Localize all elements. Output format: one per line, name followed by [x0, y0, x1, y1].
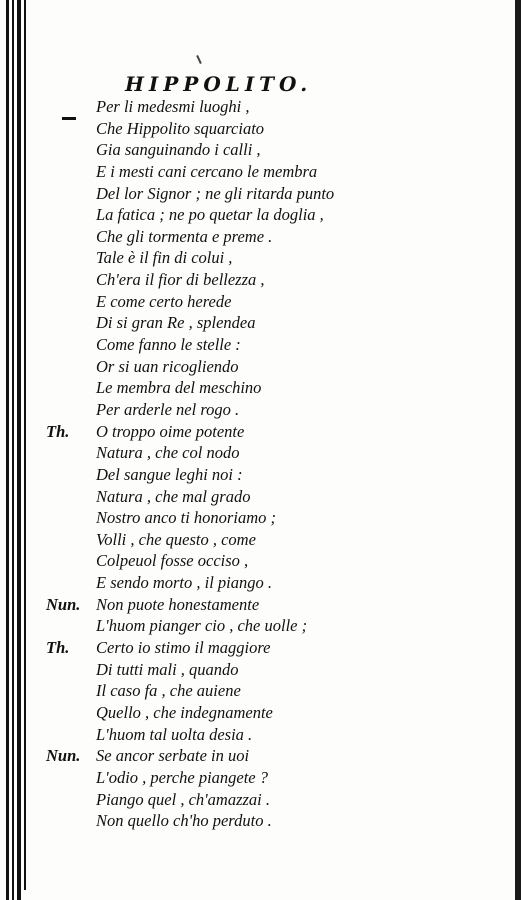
verse-line-text: L'huom pianger cio , che uolle ; — [96, 616, 308, 636]
ink-mark — [196, 55, 202, 64]
verse-line-text: E i mesti cani cercano le membra — [96, 161, 318, 181]
verse-line — [0, 399, 521, 421]
verse-line-text: Tale è il fin di colui , — [96, 248, 233, 268]
verse-line-text: Se ancor serbate in uoi — [96, 746, 250, 766]
verse-line — [0, 789, 521, 811]
verse-line — [0, 680, 521, 702]
verse-line-text: Come fanno le stelle : — [96, 335, 241, 355]
verse-line — [0, 442, 521, 464]
verse-line-text: Non quello ch'ho perduto . — [96, 811, 272, 831]
verse-line-text: Natura , che col nodo — [96, 443, 240, 463]
verse-line-text: Che gli tormenta e preme . — [96, 226, 273, 246]
speaker-label: Nun. — [46, 746, 81, 766]
verse-line — [0, 139, 521, 161]
verse-line-text: Quello , che indegnamente — [96, 702, 273, 722]
verse-line — [0, 226, 521, 248]
verse-line — [0, 745, 521, 767]
verse-line-text: Di tutti mali , quando — [96, 659, 239, 679]
verse-text — [0, 96, 521, 832]
verse-line — [0, 247, 521, 269]
speaker-label: Nun. — [46, 594, 81, 614]
verse-line — [0, 291, 521, 313]
verse-line-text: L'odio , perche piangete ? — [96, 767, 269, 787]
verse-line-text: Per arderle nel rogo . — [96, 399, 240, 419]
verse-line-text: Nostro anco ti honoriamo ; — [96, 508, 276, 528]
verse-line-text: L'huom tal uolta desia . — [96, 724, 253, 744]
verse-line — [0, 659, 521, 681]
verse-line — [0, 96, 521, 118]
verse-line-text: Il caso fa , che auiene — [96, 681, 241, 701]
verse-line — [0, 810, 521, 832]
verse-line-text: Non puote honestamente — [96, 594, 260, 614]
verse-line-text: Or si uan ricogliendo — [96, 356, 239, 376]
verse-line — [0, 269, 521, 291]
verse-line-text: E come certo herede — [96, 291, 232, 311]
verse-line-text: Di si gran Re , splendea — [96, 313, 256, 333]
verse-line — [0, 334, 521, 356]
verse-line — [0, 183, 521, 205]
speaker-label: Th. — [46, 638, 70, 658]
verse-line-text: Del sangue leghi noi : — [96, 464, 243, 484]
verse-line-text: La fatica ; ne po quetar la doglia , — [96, 205, 324, 225]
verse-line — [0, 637, 521, 659]
verse-line-text: E sendo morto , il piango . — [96, 573, 272, 593]
verse-line — [0, 486, 521, 508]
running-head: HIPPOLITO. — [125, 72, 313, 96]
verse-line — [0, 572, 521, 594]
verse-line-text: Piango quel , ch'amazzai . — [96, 789, 271, 809]
verse-line-text: Ch'era il fior di bellezza , — [96, 270, 265, 290]
verse-line — [0, 550, 521, 572]
verse-line — [0, 356, 521, 378]
verse-line-text: O troppo oime potente — [96, 421, 245, 441]
verse-line — [0, 464, 521, 486]
speaker-label: Th. — [46, 421, 70, 441]
verse-line — [0, 594, 521, 616]
verse-line-text: Per li medesmi luoghi , — [96, 97, 250, 116]
verse-line — [0, 507, 521, 529]
verse-line — [0, 615, 521, 637]
verse-line-text: Gia sanguinando i calli , — [96, 140, 261, 160]
verse-line — [0, 161, 521, 183]
verse-line-text: Certo io stimo il maggiore — [96, 638, 271, 658]
verse-line — [0, 702, 521, 724]
verse-line — [0, 312, 521, 334]
verse-line — [0, 724, 521, 746]
verse-line-text: Volli , che questo , come — [96, 529, 256, 549]
verse-line-text: Natura , che mal grado — [96, 486, 251, 506]
verse-line-text: Del lor Signor ; ne gli ritarda punto — [96, 183, 335, 203]
verse-line — [0, 421, 521, 443]
verse-line-text: Colpeuol fosse occiso , — [96, 551, 249, 571]
verse-line — [0, 204, 521, 226]
verse-line-text: Le membra del meschino — [96, 378, 262, 398]
verse-line — [0, 377, 521, 399]
verse-line — [0, 529, 521, 551]
verse-line — [0, 118, 521, 140]
verse-line-text: Che Hippolito squarciato — [96, 118, 265, 138]
verse-line — [0, 767, 521, 789]
